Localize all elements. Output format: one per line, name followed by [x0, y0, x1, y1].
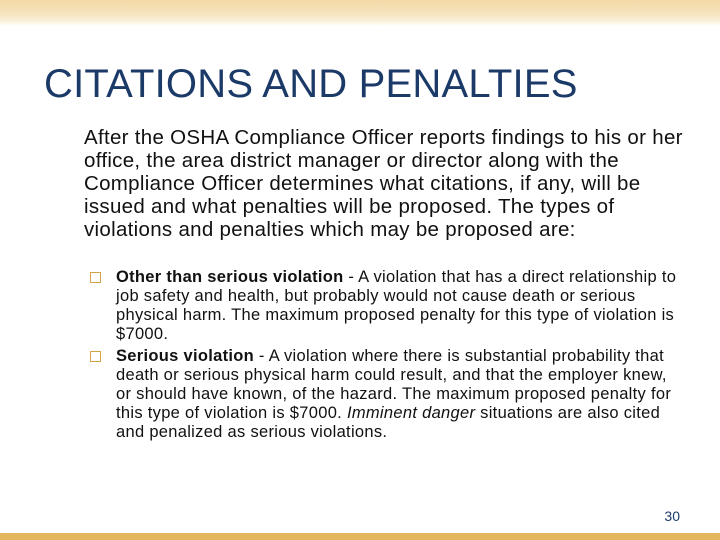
bullet-term: Other than serious violation	[116, 268, 344, 286]
page-number: 30	[664, 508, 680, 524]
bullet-term: Serious violation	[116, 347, 255, 365]
bullet-text-after: situations are also cited and penalized as serious violations.	[116, 404, 661, 441]
bullet-emphasis: Imminent danger	[346, 404, 476, 422]
bullet-serious	[90, 347, 680, 442]
square-outline-icon	[90, 351, 101, 362]
intro-paragraph: After the OSHA Compliance Officer reports findings to his or her office, the area district manager or director along with the Compliance Officer determines what citations, if any, will be issued and what penalties will be proposed. The types of violations and penalties which may be proposed are:	[84, 126, 683, 241]
slide-title: CITATIONS AND PENALTIES	[44, 62, 578, 106]
bullet-text: - A violation that has a direct relationship to job safety and health, but probably would not cause death or serious physical harm. The maximum proposed penalty for this type of violation is $7000.	[116, 268, 677, 343]
violation-list	[90, 268, 680, 445]
bullet-other-than-serious	[90, 268, 680, 344]
bottom-decorative-bar	[0, 533, 720, 540]
square-outline-icon	[90, 272, 101, 283]
top-decorative-bar	[0, 0, 720, 26]
bullet-text: - A violation where there is substantial probability that death or serious physical harm could result, and that the employer knew, or should have known, of the hazard. The maximum proposed penalty for this type of violation is $7000.	[116, 347, 672, 422]
